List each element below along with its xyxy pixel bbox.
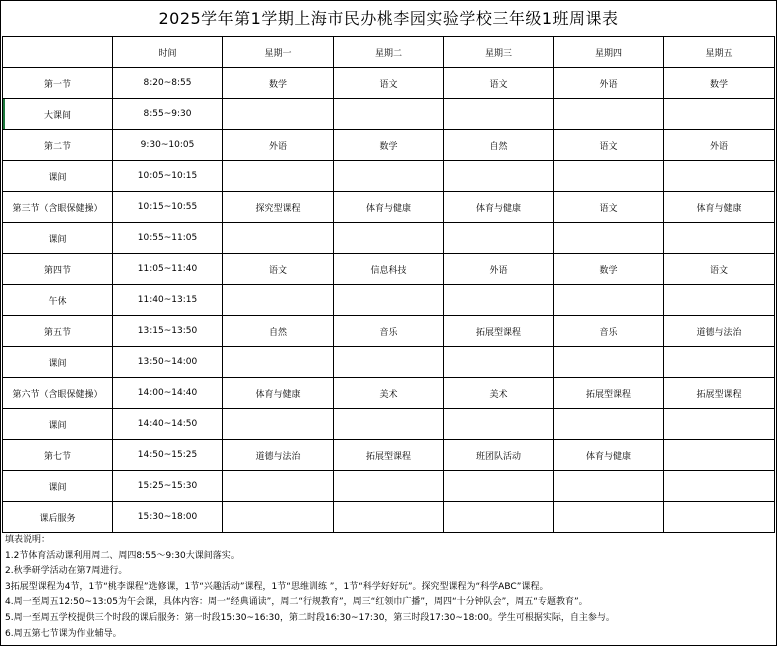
note-line: 6.周五第七节课为作业辅导。 [5,628,122,639]
table-row [3,502,775,533]
friday-cell[interactable] [664,471,775,502]
header-cell[interactable]: 星期三 [444,37,554,68]
fill-instructions [5,533,775,642]
thursday-cell[interactable] [554,502,664,533]
period-label-cell[interactable]: 课间 [3,223,113,254]
friday-cell[interactable]: 语文 [664,254,775,285]
thursday-cell[interactable]: 体育与健康 [554,440,664,471]
wednesday-cell[interactable]: 外语 [444,254,554,285]
page-title: 2025学年第1学期上海市民办桃李园实验学校三年级1班周课表 [158,9,619,28]
tuesday-cell[interactable] [334,347,444,378]
time-cell[interactable]: 14:50~15:25 [113,440,223,471]
monday-cell[interactable] [223,223,334,254]
friday-cell[interactable] [664,440,775,471]
wednesday-cell[interactable] [444,99,554,130]
friday-cell[interactable]: 道德与法治 [664,316,775,347]
thursday-cell[interactable] [554,471,664,502]
tuesday-cell[interactable] [334,409,444,440]
header-cell[interactable]: 星期四 [554,37,664,68]
wednesday-cell[interactable] [444,409,554,440]
friday-cell[interactable] [664,285,775,316]
period-label-cell[interactable]: 午休 [3,285,113,316]
wednesday-cell[interactable]: 体育与健康 [444,192,554,223]
table-row [3,285,775,316]
wednesday-cell[interactable] [444,502,554,533]
friday-cell[interactable] [664,161,775,192]
time-cell[interactable]: 11:05~11:40 [113,254,223,285]
friday-cell[interactable] [664,99,775,130]
table-row [3,316,775,347]
time-cell[interactable]: 10:55~11:05 [113,223,223,254]
table-row [3,68,775,99]
note-line: 4.周一至周五12:50~13:05为午会课，具体内容：周一“经典诵读”，周二“行规教育”，周三“红领巾广播”，周四“十分钟队会”，周五“专题教育”。 [5,597,588,608]
note-line: 1.2节体育活动课利用周二、周四8:55～9:30大课间落实。 [5,550,240,561]
tuesday-cell[interactable]: 美术 [334,378,444,409]
tuesday-cell[interactable] [334,223,444,254]
monday-cell[interactable]: 道德与法治 [223,440,334,471]
note-line: 5.周一至周五学校提供三个时段的课后服务：第一时段15:30~16:30，第二时段16:30~17:30，第三时段17:30~18:00。学生可根据实际，自主参与。 [5,612,615,623]
time-cell[interactable]: 15:25~15:30 [113,471,223,502]
time-cell[interactable]: 11:40~13:15 [113,285,223,316]
tuesday-cell[interactable] [334,99,444,130]
thursday-cell[interactable] [554,409,664,440]
wednesday-cell[interactable] [444,285,554,316]
time-cell[interactable]: 8:20~8:55 [113,68,223,99]
time-cell[interactable]: 14:00~14:40 [113,378,223,409]
monday-cell[interactable]: 语文 [223,254,334,285]
tuesday-cell[interactable]: 体育与健康 [334,192,444,223]
period-label-cell[interactable]: 第一节 [3,68,113,99]
header-cell[interactable]: 时间 [113,37,223,68]
monday-cell[interactable] [223,161,334,192]
period-label-cell[interactable]: 课间 [3,161,113,192]
table-row [3,99,775,130]
thursday-cell[interactable]: 语文 [554,192,664,223]
wednesday-cell[interactable]: 自然 [444,130,554,161]
period-label-cell[interactable]: 课间 [3,347,113,378]
thursday-cell[interactable] [554,285,664,316]
table-row [3,130,775,161]
thursday-cell[interactable]: 音乐 [554,316,664,347]
wednesday-cell[interactable]: 美术 [444,378,554,409]
thursday-cell[interactable]: 数学 [554,254,664,285]
header-cell[interactable]: 星期五 [664,37,775,68]
table-row [3,409,775,440]
note-heading: 填表说明： [5,535,51,545]
period-label-cell[interactable]: 第七节 [3,440,113,471]
friday-cell[interactable] [664,347,775,378]
thursday-cell[interactable] [554,223,664,254]
thursday-cell[interactable] [554,161,664,192]
header-cell[interactable] [3,37,113,68]
period-label-cell[interactable]: 第三节（含眼保健操） [3,192,113,223]
table-row [3,378,775,409]
header-cell[interactable]: 星期二 [334,37,444,68]
thursday-cell[interactable] [554,99,664,130]
monday-cell[interactable]: 自然 [223,316,334,347]
period-label-cell[interactable]: 第二节 [3,130,113,161]
time-cell[interactable]: 10:15~10:55 [113,192,223,223]
monday-cell[interactable] [223,99,334,130]
header-cell[interactable]: 星期一 [223,37,334,68]
friday-cell[interactable]: 外语 [664,130,775,161]
friday-cell[interactable]: 数学 [664,68,775,99]
header-row [3,37,775,68]
monday-cell[interactable] [223,502,334,533]
wednesday-cell[interactable] [444,347,554,378]
tuesday-cell[interactable]: 音乐 [334,316,444,347]
time-cell[interactable]: 10:05~10:15 [113,161,223,192]
friday-cell[interactable]: 拓展型课程 [664,378,775,409]
table-row [3,254,775,285]
monday-cell[interactable] [223,409,334,440]
monday-cell[interactable]: 体育与健康 [223,378,334,409]
period-label-cell[interactable]: 课间 [3,409,113,440]
tuesday-cell[interactable]: 拓展型课程 [334,440,444,471]
table-row [3,161,775,192]
thursday-cell[interactable]: 外语 [554,68,664,99]
monday-cell[interactable]: 外语 [223,130,334,161]
time-cell[interactable]: 13:15~13:50 [113,316,223,347]
wednesday-cell[interactable] [444,223,554,254]
friday-cell[interactable] [664,409,775,440]
tuesday-cell[interactable]: 语文 [334,68,444,99]
tuesday-cell[interactable] [334,285,444,316]
friday-cell[interactable] [664,223,775,254]
wednesday-cell[interactable] [444,471,554,502]
monday-cell[interactable]: 探究型课程 [223,192,334,223]
time-cell[interactable]: 13:50~14:00 [113,347,223,378]
period-label-cell[interactable]: 课后服务 [3,502,113,533]
timetable-grid [2,36,775,533]
note-line: 3拓展型课程为4节，1节“桃李课程”选修课，1节“兴趣活动”课程，1节“思维训练 ”，1节“科学好好玩”。探究型课程为“科学ABC”课程。 [5,581,549,592]
thursday-cell[interactable]: 拓展型课程 [554,378,664,409]
thursday-cell[interactable]: 语文 [554,130,664,161]
time-cell[interactable]: 8:55~9:30 [113,99,223,130]
period-label-cell[interactable]: 第四节 [3,254,113,285]
time-cell[interactable]: 14:40~14:50 [113,409,223,440]
monday-cell[interactable] [223,285,334,316]
period-label-cell[interactable]: 课间 [3,471,113,502]
table-row [3,223,775,254]
table-row [3,192,775,223]
time-cell[interactable]: 15:30~18:00 [113,502,223,533]
note-line: 2.秋季研学活动在第7周进行。 [5,566,128,577]
table-row [3,471,775,502]
monday-cell[interactable] [223,347,334,378]
period-label-cell[interactable]: 第六节（含眼保健操） [3,378,113,409]
table-row [3,440,775,471]
wednesday-cell[interactable]: 拓展型课程 [444,316,554,347]
tuesday-cell[interactable] [334,471,444,502]
tuesday-cell[interactable]: 信息科技 [334,254,444,285]
table-row [3,347,775,378]
monday-cell[interactable]: 数学 [223,68,334,99]
tuesday-cell[interactable] [334,161,444,192]
monday-cell[interactable] [223,471,334,502]
period-label-cell[interactable]: 大课间 [3,99,113,130]
period-label-cell[interactable]: 第五节 [3,316,113,347]
friday-cell[interactable]: 体育与健康 [664,192,775,223]
tuesday-cell[interactable]: 数学 [334,130,444,161]
thursday-cell[interactable] [554,347,664,378]
wednesday-cell[interactable] [444,161,554,192]
wednesday-cell[interactable]: 语文 [444,68,554,99]
tuesday-cell[interactable] [334,502,444,533]
wednesday-cell[interactable]: 班团队活动 [444,440,554,471]
time-cell[interactable]: 9:30~10:05 [113,130,223,161]
friday-cell[interactable] [664,502,775,533]
